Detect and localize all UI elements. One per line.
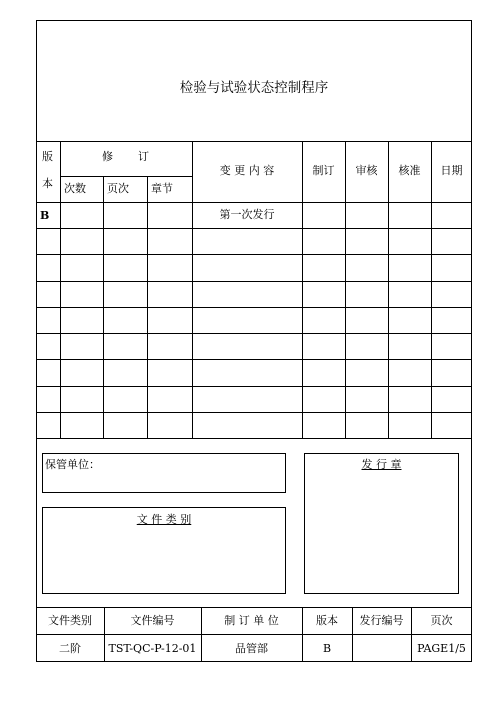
revision-row-line — [36, 254, 472, 255]
header-prepared: 制订 — [312, 164, 335, 177]
revision-row-line — [36, 281, 472, 282]
revision-row-line — [36, 307, 472, 308]
footer-value-version: B — [322, 642, 332, 655]
footer-value-page: PAGE1/5 — [417, 642, 466, 655]
footer-value-file-category: 二阶 — [59, 642, 81, 655]
revision-col-line — [103, 176, 104, 438]
row-version: B — [40, 209, 50, 222]
header-reviewed: 审核 — [355, 164, 378, 177]
header-revise-2: 订 — [138, 150, 149, 163]
revision-col-line — [147, 176, 148, 438]
file-category-label: 文 件 类 别 — [136, 513, 192, 526]
header-date: 日期 — [440, 164, 463, 177]
footer-header-issue-number: 发行编号 — [359, 614, 404, 627]
revision-col-line — [192, 141, 193, 438]
revision-row-line — [36, 333, 472, 334]
footer-header-file-number: 文件编号 — [130, 614, 175, 627]
header-version-top: 版 — [42, 150, 53, 163]
footer-header-issuing-unit: 制 订 单 位 — [224, 614, 279, 627]
row-change-content: 第一次发行 — [219, 208, 275, 221]
keeper-label: 保管单位： — [45, 458, 100, 471]
footer-value-issuing-unit: 品管部 — [235, 642, 268, 655]
revision-col-line — [388, 141, 389, 438]
revision-row-line — [36, 359, 472, 360]
revision-col-line — [302, 141, 303, 438]
header-page: 页次 — [107, 182, 129, 195]
document-title: 检验与试验状态控制程序 — [179, 80, 329, 96]
header-approved: 核准 — [398, 164, 421, 177]
revision-col-line — [345, 141, 346, 438]
header-revise-1: 修 — [102, 150, 113, 163]
footer-divider — [36, 634, 472, 635]
footer-header-file-category: 文件类别 — [48, 614, 92, 627]
revision-header-bottom — [36, 202, 472, 203]
revision-header-divider — [60, 176, 192, 177]
revision-row-line — [36, 412, 472, 413]
issue-stamp-label: 发 行 章 — [361, 458, 402, 471]
header-version-bottom: 本 — [42, 177, 53, 190]
revision-row-line — [36, 386, 472, 387]
revision-col-line — [431, 141, 432, 438]
revision-row-line — [36, 228, 472, 229]
header-count: 次数 — [64, 182, 86, 195]
footer-value-file-number: TST-QC-P-12-01 — [108, 642, 197, 655]
footer-header-version: 版本 — [316, 614, 338, 627]
footer-top-border — [36, 607, 472, 608]
footer-header-page: 页次 — [430, 614, 453, 627]
revision-table-top-border — [36, 141, 472, 142]
issue-stamp-box — [304, 453, 459, 594]
revision-table-bottom-border — [36, 438, 472, 439]
header-section: 章节 — [151, 182, 173, 195]
header-change-content: 变 更 内 容 — [219, 164, 275, 177]
revision-col-line — [60, 141, 61, 438]
